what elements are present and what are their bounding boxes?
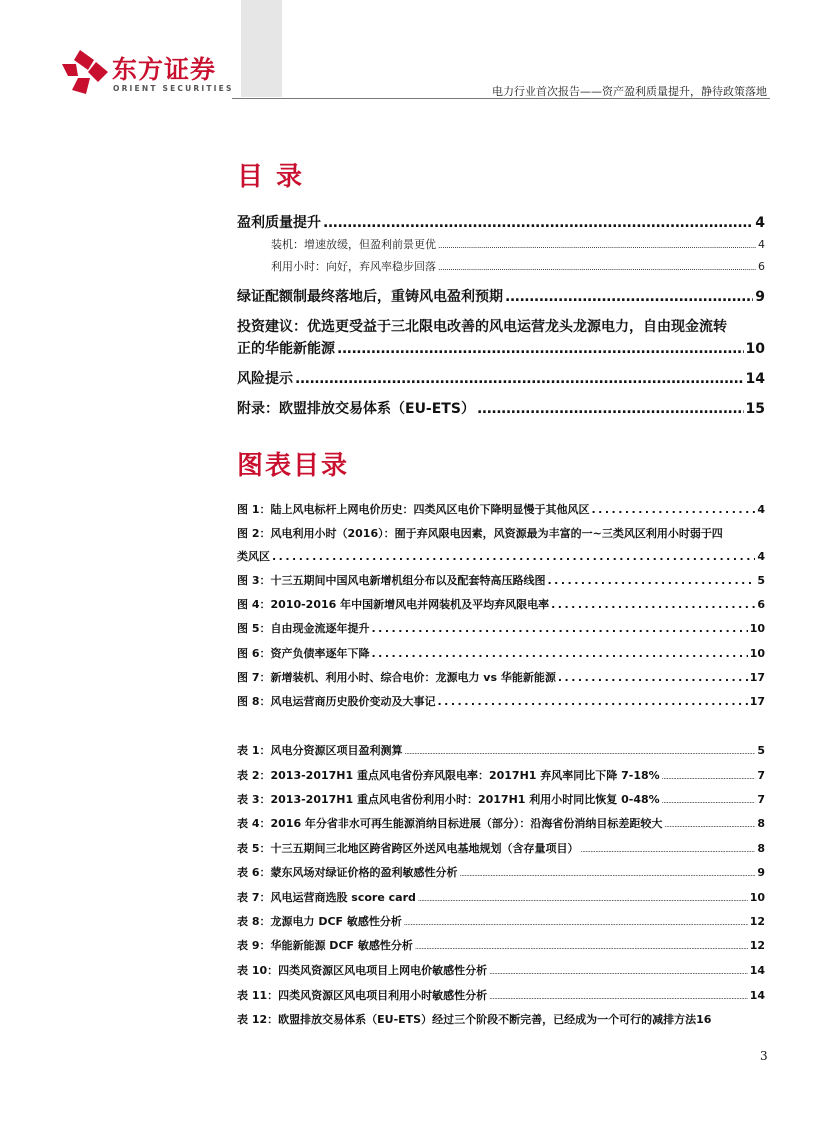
table-entry-page: 14	[749, 964, 765, 977]
table-entry[interactable]	[237, 864, 765, 880]
header-divider	[232, 98, 770, 99]
toc-entry-label-line1[interactable]: 投资建议：优选更受益于三北限电改善的风电运营龙头龙源电力，自由现金流转	[237, 319, 727, 335]
toc-entry[interactable]	[237, 368, 765, 388]
table-entry-label: 表 4：2016 年分省非水可再生能源消纳目标进展（部分）：沿海省份消纳目标差距较大	[237, 817, 663, 830]
leader-dots	[437, 695, 747, 708]
table-entry[interactable]	[237, 889, 765, 905]
figure-entry[interactable]	[237, 596, 765, 612]
leader-dots	[459, 870, 755, 878]
table-entry[interactable]	[237, 962, 765, 978]
toc-entry-label: 风险提示	[237, 371, 293, 387]
leader-dots	[404, 748, 755, 756]
table-entry-label: 表 8：龙源电力 DCF 敏感性分析	[237, 915, 402, 928]
leader-dots	[489, 993, 748, 1001]
toc-entry-page: 4	[758, 238, 765, 251]
table-entry[interactable]	[237, 1011, 769, 1027]
header-side-band	[241, 0, 282, 97]
leader-dots	[438, 263, 756, 272]
leader-dots	[662, 797, 756, 805]
toc-entry-page: 6	[758, 260, 765, 273]
leader-dots	[505, 289, 753, 305]
toc-subentry[interactable]	[271, 236, 765, 252]
toc-entry-page: 14	[745, 371, 765, 387]
leader-dots	[591, 503, 755, 516]
toc-entry-label-line2: 正的华能新能源	[237, 341, 335, 357]
figure-entry[interactable]	[237, 548, 765, 564]
figure-entry-label: 图 8：风电运营商历史股价变动及大事记	[237, 695, 436, 708]
leader-dots	[371, 622, 747, 635]
figure-entry-label: 图 4：2010-2016 年中国新增风电并网装机及平均弃风限电率	[237, 598, 550, 611]
figure-entry[interactable]	[237, 669, 765, 685]
figure-entry[interactable]	[237, 501, 765, 517]
figure-entry-page: 10	[749, 647, 765, 660]
table-entry-page: 16	[696, 1013, 712, 1026]
figure-entry-page: 17	[749, 695, 765, 708]
page-number: 3	[760, 1049, 768, 1063]
table-entry-label: 表 6：蒙东风场对绿证价格的盈利敏感性分析	[237, 866, 458, 879]
toc-entry-page: 15	[745, 401, 765, 417]
table-entry-page: 12	[749, 915, 765, 928]
toc-entry[interactable]	[237, 338, 765, 358]
figure-entry-page: 4	[757, 550, 765, 563]
table-entry-page: 12	[749, 939, 765, 952]
leader-dots	[337, 341, 744, 357]
table-entry[interactable]	[237, 767, 765, 783]
figure-entry-page: 5	[757, 574, 765, 587]
table-entry-page: 7	[757, 793, 765, 806]
toc-entry-label: 盈利质量提升	[237, 215, 321, 231]
figure-entry-page: 10	[749, 622, 765, 635]
table-entry[interactable]	[237, 815, 765, 831]
table-entry-label: 表 10：四类风资源区风电项目上网电价敏感性分析	[237, 964, 488, 977]
figure-entry-label: 图 7：新增装机、利用小时、综合电价：龙源电力 vs 华能新能源	[237, 671, 556, 684]
leader-dots	[272, 550, 755, 563]
leader-dots	[477, 401, 744, 417]
table-entry-page: 7	[757, 769, 765, 782]
figure-entry[interactable]	[237, 693, 765, 709]
figure-entry-label-line1[interactable]: 图 2：风电利用小时（2016）：囿于弃风限电因素，风资源最为丰富的一~三类风区利用小时弱于四	[237, 527, 723, 540]
toc-entry-page: 4	[755, 215, 765, 231]
toc-entry-label: 利用小时：向好，弃风率稳步回落	[271, 260, 436, 273]
leader-dots	[547, 574, 755, 587]
table-entry[interactable]	[237, 987, 765, 1003]
table-entry-page: 10	[749, 891, 765, 904]
table-entry-label: 表 11：四类风资源区风电项目利用小时敏感性分析	[237, 989, 488, 1002]
report-title: 电力行业首次报告——资产盈利质量提升，静待政策落地	[492, 85, 767, 98]
leader-dots	[662, 773, 756, 781]
figure-entry-label: 图 5：自由现金流逐年提升	[237, 622, 370, 635]
toc-subentry[interactable]	[271, 258, 765, 274]
table-entry[interactable]	[237, 913, 765, 929]
figures-toc-title: 图表目录	[237, 451, 350, 481]
leader-dots	[580, 846, 755, 854]
toc-entry[interactable]	[237, 398, 765, 418]
table-entry-page: 5	[757, 744, 765, 757]
table-entry[interactable]	[237, 742, 765, 758]
table-entry-label: 表 5：十三五期间三北地区跨省跨区外送风电基地规划（含存量项目）	[237, 842, 579, 855]
leader-dots	[323, 215, 753, 231]
table-entry[interactable]	[237, 937, 765, 953]
table-entry-page: 8	[757, 842, 765, 855]
leader-dots	[438, 241, 756, 250]
toc-entry-label: 装机：增速放缓，但盈利前景更优	[271, 238, 436, 251]
toc-title: 目 录	[237, 162, 305, 192]
leader-dots	[489, 968, 748, 976]
logo-chinese-name: 东方证券	[112, 55, 217, 84]
table-entry[interactable]	[237, 840, 765, 856]
toc-entry[interactable]	[237, 286, 765, 306]
leader-dots	[404, 919, 748, 927]
toc-entry-label: 附录：欧盟排放交易体系（EU-ETS）	[237, 401, 475, 417]
figure-entry-page: 17	[749, 671, 765, 684]
table-entry-page: 14	[749, 989, 765, 1002]
leader-dots	[371, 647, 747, 660]
toc-entry-label: 绿证配额制最终落地后，重铸风电盈利预期	[237, 289, 503, 305]
leader-dots	[664, 821, 755, 829]
figure-entry-page: 6	[757, 598, 765, 611]
toc-entry-page: 9	[755, 289, 765, 305]
table-entry-label: 表 1：风电分资源区项目盈利测算	[237, 744, 403, 757]
figure-entry-label: 图 3：十三五期间中国风电新增机组分布以及配套特高压路线图	[237, 574, 546, 587]
leader-dots	[418, 895, 748, 903]
figure-entry-label: 图 1：陆上风电标杆上网电价历史：四类风区电价下降明显慢于其他风区	[237, 503, 590, 516]
toc-entry-page: 10	[745, 341, 765, 357]
leader-dots	[415, 943, 748, 951]
table-entry-label: 表 12：欧盟排放交易体系（EU-ETS）经过三个阶段不断完善，已经成为一个可行的减排方法	[237, 1013, 697, 1026]
table-entry-label: 表 9：华能新能源 DCF 敏感性分析	[237, 939, 413, 952]
table-entry-label: 表 2：2013-2017H1 重点风电省份弃风限电率：2017H1 弃风率同比下降 7-18%	[237, 769, 660, 782]
toc-entry[interactable]	[237, 212, 765, 232]
figure-entry[interactable]	[237, 620, 765, 636]
leader-dots	[295, 371, 744, 387]
leader-dots	[558, 671, 748, 684]
table-entry-page: 9	[757, 866, 765, 879]
figure-entry-label-line2: 类风区	[237, 550, 270, 563]
logo-english-name: ORIENT SECURITIES	[113, 84, 234, 93]
table-entry-page: 8	[757, 817, 765, 830]
orient-securities-logo-icon	[58, 50, 108, 94]
table-entry-label: 表 7：风电运营商选股 score card	[237, 891, 416, 904]
figure-entry-page: 4	[757, 503, 765, 516]
figure-entry[interactable]	[237, 645, 765, 661]
leader-dots	[551, 598, 755, 611]
table-entry-label: 表 3：2013-2017H1 重点风电省份利用小时：2017H1 利用小时同比恢复 0-48%	[237, 793, 660, 806]
figure-entry[interactable]	[237, 572, 765, 588]
table-entry[interactable]	[237, 791, 765, 807]
figure-entry-label: 图 6：资产负债率逐年下降	[237, 647, 370, 660]
